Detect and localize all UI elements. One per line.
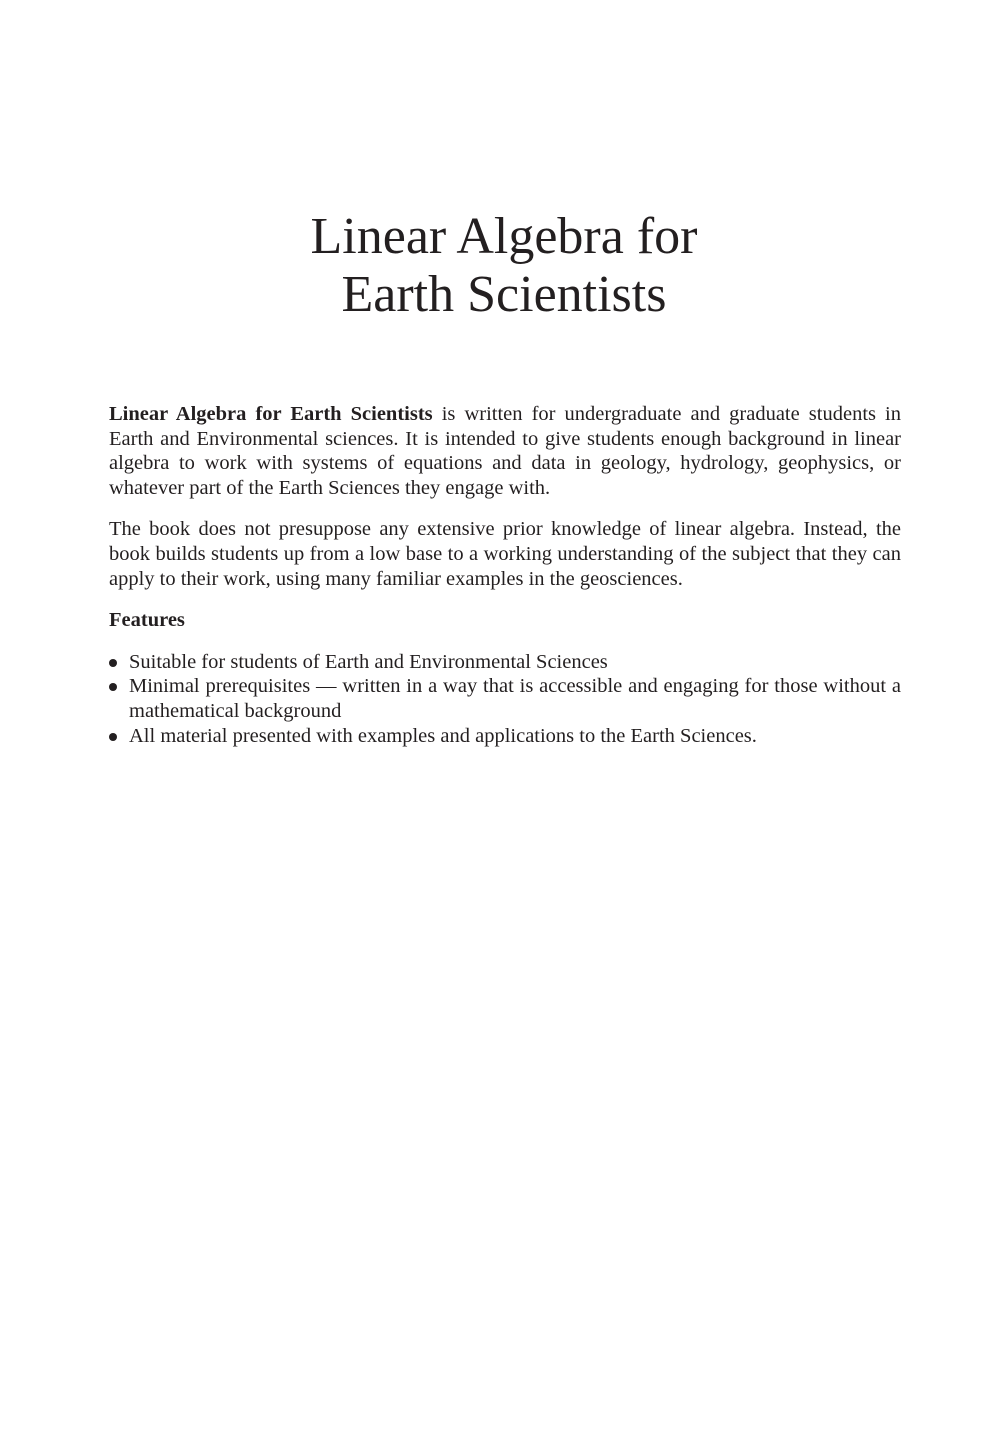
feature-text: Minimal prerequisites — written in a way that is accessible and engaging for those without a mathematical background xyxy=(129,675,901,722)
intro-text: is written for undergraduate and graduate students in Earth and Environmental sciences. It is intended to give students enough background in linear algebra to work with systems of equations and data in geology, hydrology, geophysics, or whatever part of the Earth Sciences they engage with. xyxy=(109,403,901,499)
features-heading: Features xyxy=(109,609,185,632)
intro-bold-lead: Linear Algebra for Earth Scientists xyxy=(109,403,433,425)
title-line-2: Earth Scientists xyxy=(341,266,667,323)
list-item xyxy=(109,650,901,675)
bullet-icon xyxy=(109,683,117,691)
list-item xyxy=(109,724,901,749)
list-item xyxy=(109,674,901,723)
second-paragraph: The book does not presuppose any extensive prior knowledge of linear algebra. Instead, the book builds students up from a low base to a working understanding of the subject that they can apply to their work, using many familiar examples in the geosciences. xyxy=(109,518,901,590)
bullet-icon xyxy=(109,733,117,741)
book-title xyxy=(0,208,1008,324)
feature-text: Suitable for students of Earth and Environmental Sciences xyxy=(129,650,608,673)
features-list xyxy=(109,650,901,748)
bullet-icon xyxy=(109,659,117,667)
intro-paragraph xyxy=(109,402,901,500)
description-body xyxy=(109,402,901,748)
title-line-1: Linear Algebra for xyxy=(310,208,698,265)
feature-text: All material presented with examples and applications to the Earth Sciences. xyxy=(129,724,757,747)
